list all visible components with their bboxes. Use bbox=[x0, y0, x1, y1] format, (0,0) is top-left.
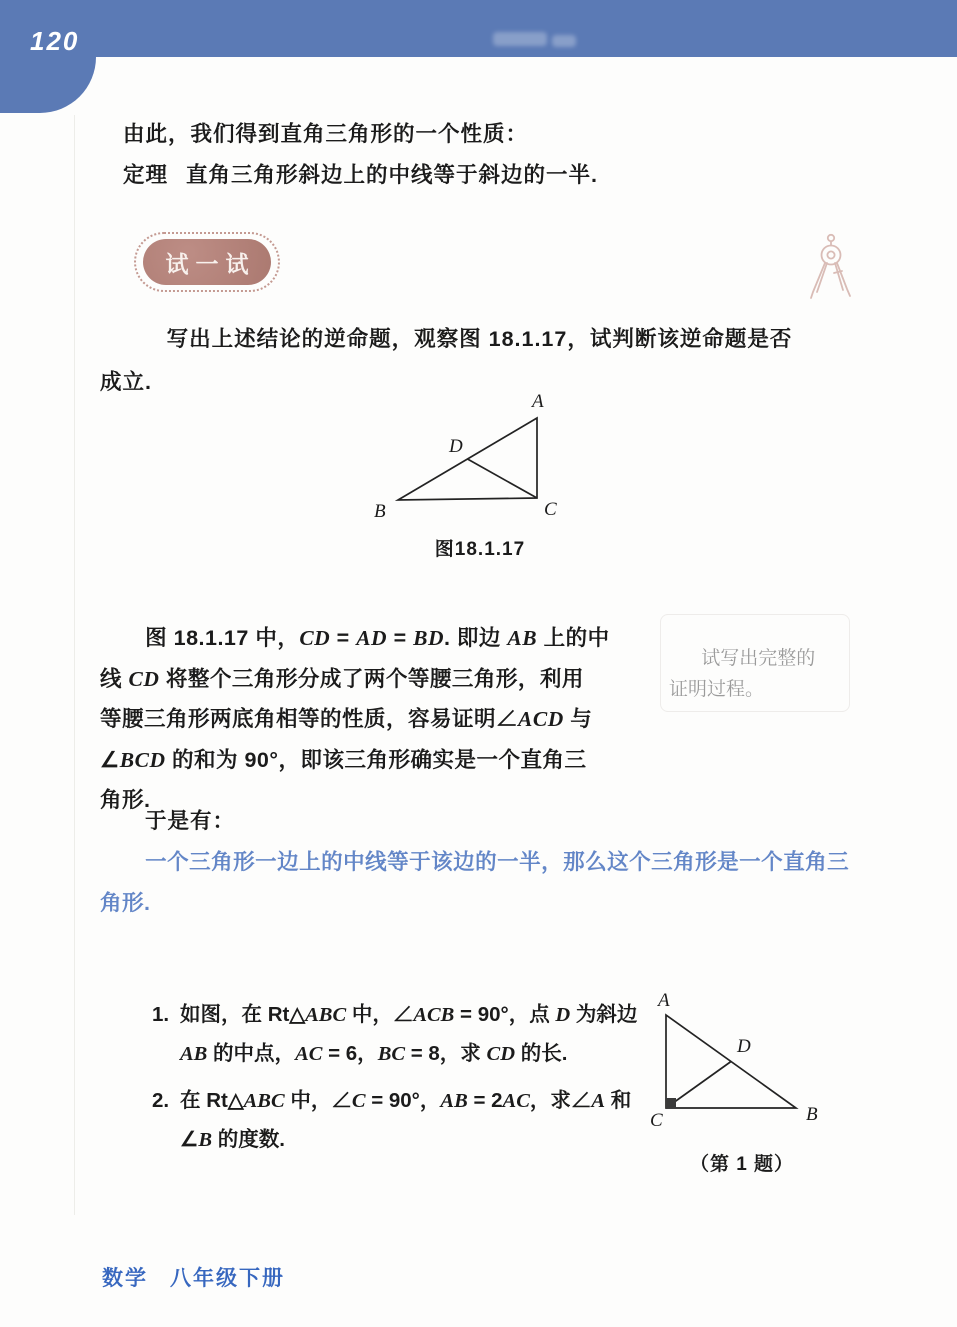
conclusion-line: 角形. bbox=[100, 891, 151, 915]
vertex-label-a: A bbox=[658, 990, 670, 1011]
analysis-line: 等腰三角形两底角相等的性质，容易证明∠ACD 与 bbox=[100, 707, 593, 731]
footer-volume: 八年级下册 bbox=[170, 1267, 285, 1290]
theorem-line bbox=[123, 155, 598, 196]
exercise-line: ∠B 的度数. bbox=[180, 1127, 285, 1151]
exercise-text bbox=[180, 996, 650, 1073]
figure-exercise-1-drawing bbox=[636, 990, 848, 1140]
analysis-line: ∠BCD 的和为 90°，即该三角形确实是一个直角三 bbox=[100, 747, 587, 772]
exercise-line: AB 的中点，AC = 6，BC = 8，求 CD 的长. bbox=[180, 1041, 568, 1065]
footer bbox=[102, 1262, 285, 1292]
exercise-item-2 bbox=[152, 1082, 650, 1159]
exercise-line: 在 Rt△ABC 中，∠C = 90°，AB = 2AC，求∠A 和 bbox=[180, 1089, 632, 1112]
vertex-label-d: D bbox=[449, 436, 463, 457]
footer-subject: 数学 bbox=[102, 1267, 148, 1290]
figure-18-1-17-drawing bbox=[330, 390, 630, 525]
analysis-line: 线 CD 将整个三角形分成了两个等腰三角形，利用 bbox=[100, 666, 584, 691]
conclusion-statement bbox=[100, 842, 890, 924]
theorem-text: 直角三角形斜边上的中线等于斜边的一半. bbox=[186, 163, 598, 187]
intro-line: 由此，我们得到直角三角形的一个性质： bbox=[123, 122, 529, 146]
try-it-badge-label: 试一试 bbox=[143, 239, 271, 285]
task-line: 写出上述结论的逆命题，观察图 18.1.17，试判断该逆命题是否 bbox=[166, 327, 793, 351]
page-number: 120 bbox=[30, 26, 80, 56]
compass-icon bbox=[798, 230, 862, 307]
figure-exercise-1-caption: （第 1 题） bbox=[689, 1154, 795, 1175]
theorem-label: 定理 bbox=[123, 163, 169, 187]
figure-exercise-1 bbox=[636, 990, 848, 1176]
vertex-label-b: B bbox=[374, 501, 386, 522]
vertex-label-c: C bbox=[544, 499, 557, 520]
margin-note bbox=[660, 614, 850, 712]
figure-18-1-17-caption: 图18.1.17 bbox=[434, 539, 526, 560]
vertex-label-b: B bbox=[806, 1104, 818, 1125]
analysis-line: 图 18.1.17 中，CD = AD = BD. 即边 AB 上的中 bbox=[145, 626, 610, 650]
exercise-list bbox=[152, 996, 650, 1159]
band-smudge bbox=[552, 35, 576, 47]
try-it-badge bbox=[134, 232, 280, 292]
analysis-paragraph bbox=[100, 618, 645, 821]
exercise-number: 2. bbox=[152, 1089, 170, 1112]
exercise-number: 1. bbox=[152, 1003, 170, 1026]
vertex-label-d: D bbox=[737, 1036, 751, 1057]
analysis-line: 角形. bbox=[100, 788, 151, 812]
right-angle-mark bbox=[666, 1098, 676, 1108]
exercise-text bbox=[180, 1082, 650, 1159]
exercise-line: 如图，在 Rt△ABC 中，∠ACB = 90°，点 D 为斜边 bbox=[180, 1003, 638, 1026]
task-line: 成立. bbox=[100, 370, 152, 394]
intro-block bbox=[123, 114, 598, 196]
figure-18-1-17 bbox=[330, 390, 630, 561]
vertex-label-c: C bbox=[650, 1110, 663, 1131]
band-smudge bbox=[493, 32, 547, 46]
vertex-label-a: A bbox=[532, 391, 544, 412]
conclusion-line: 一个三角形一边上的中线等于该边的一半，那么这个三角形是一个直角三 bbox=[145, 850, 850, 874]
page-gutter-line bbox=[74, 115, 75, 1215]
margin-note-line: 试写出完整的 bbox=[701, 648, 816, 669]
header-band bbox=[0, 0, 957, 57]
exercise-item-1 bbox=[152, 996, 650, 1073]
thus-line: 于是有： bbox=[145, 809, 236, 833]
margin-note-line: 证明过程。 bbox=[669, 679, 765, 700]
